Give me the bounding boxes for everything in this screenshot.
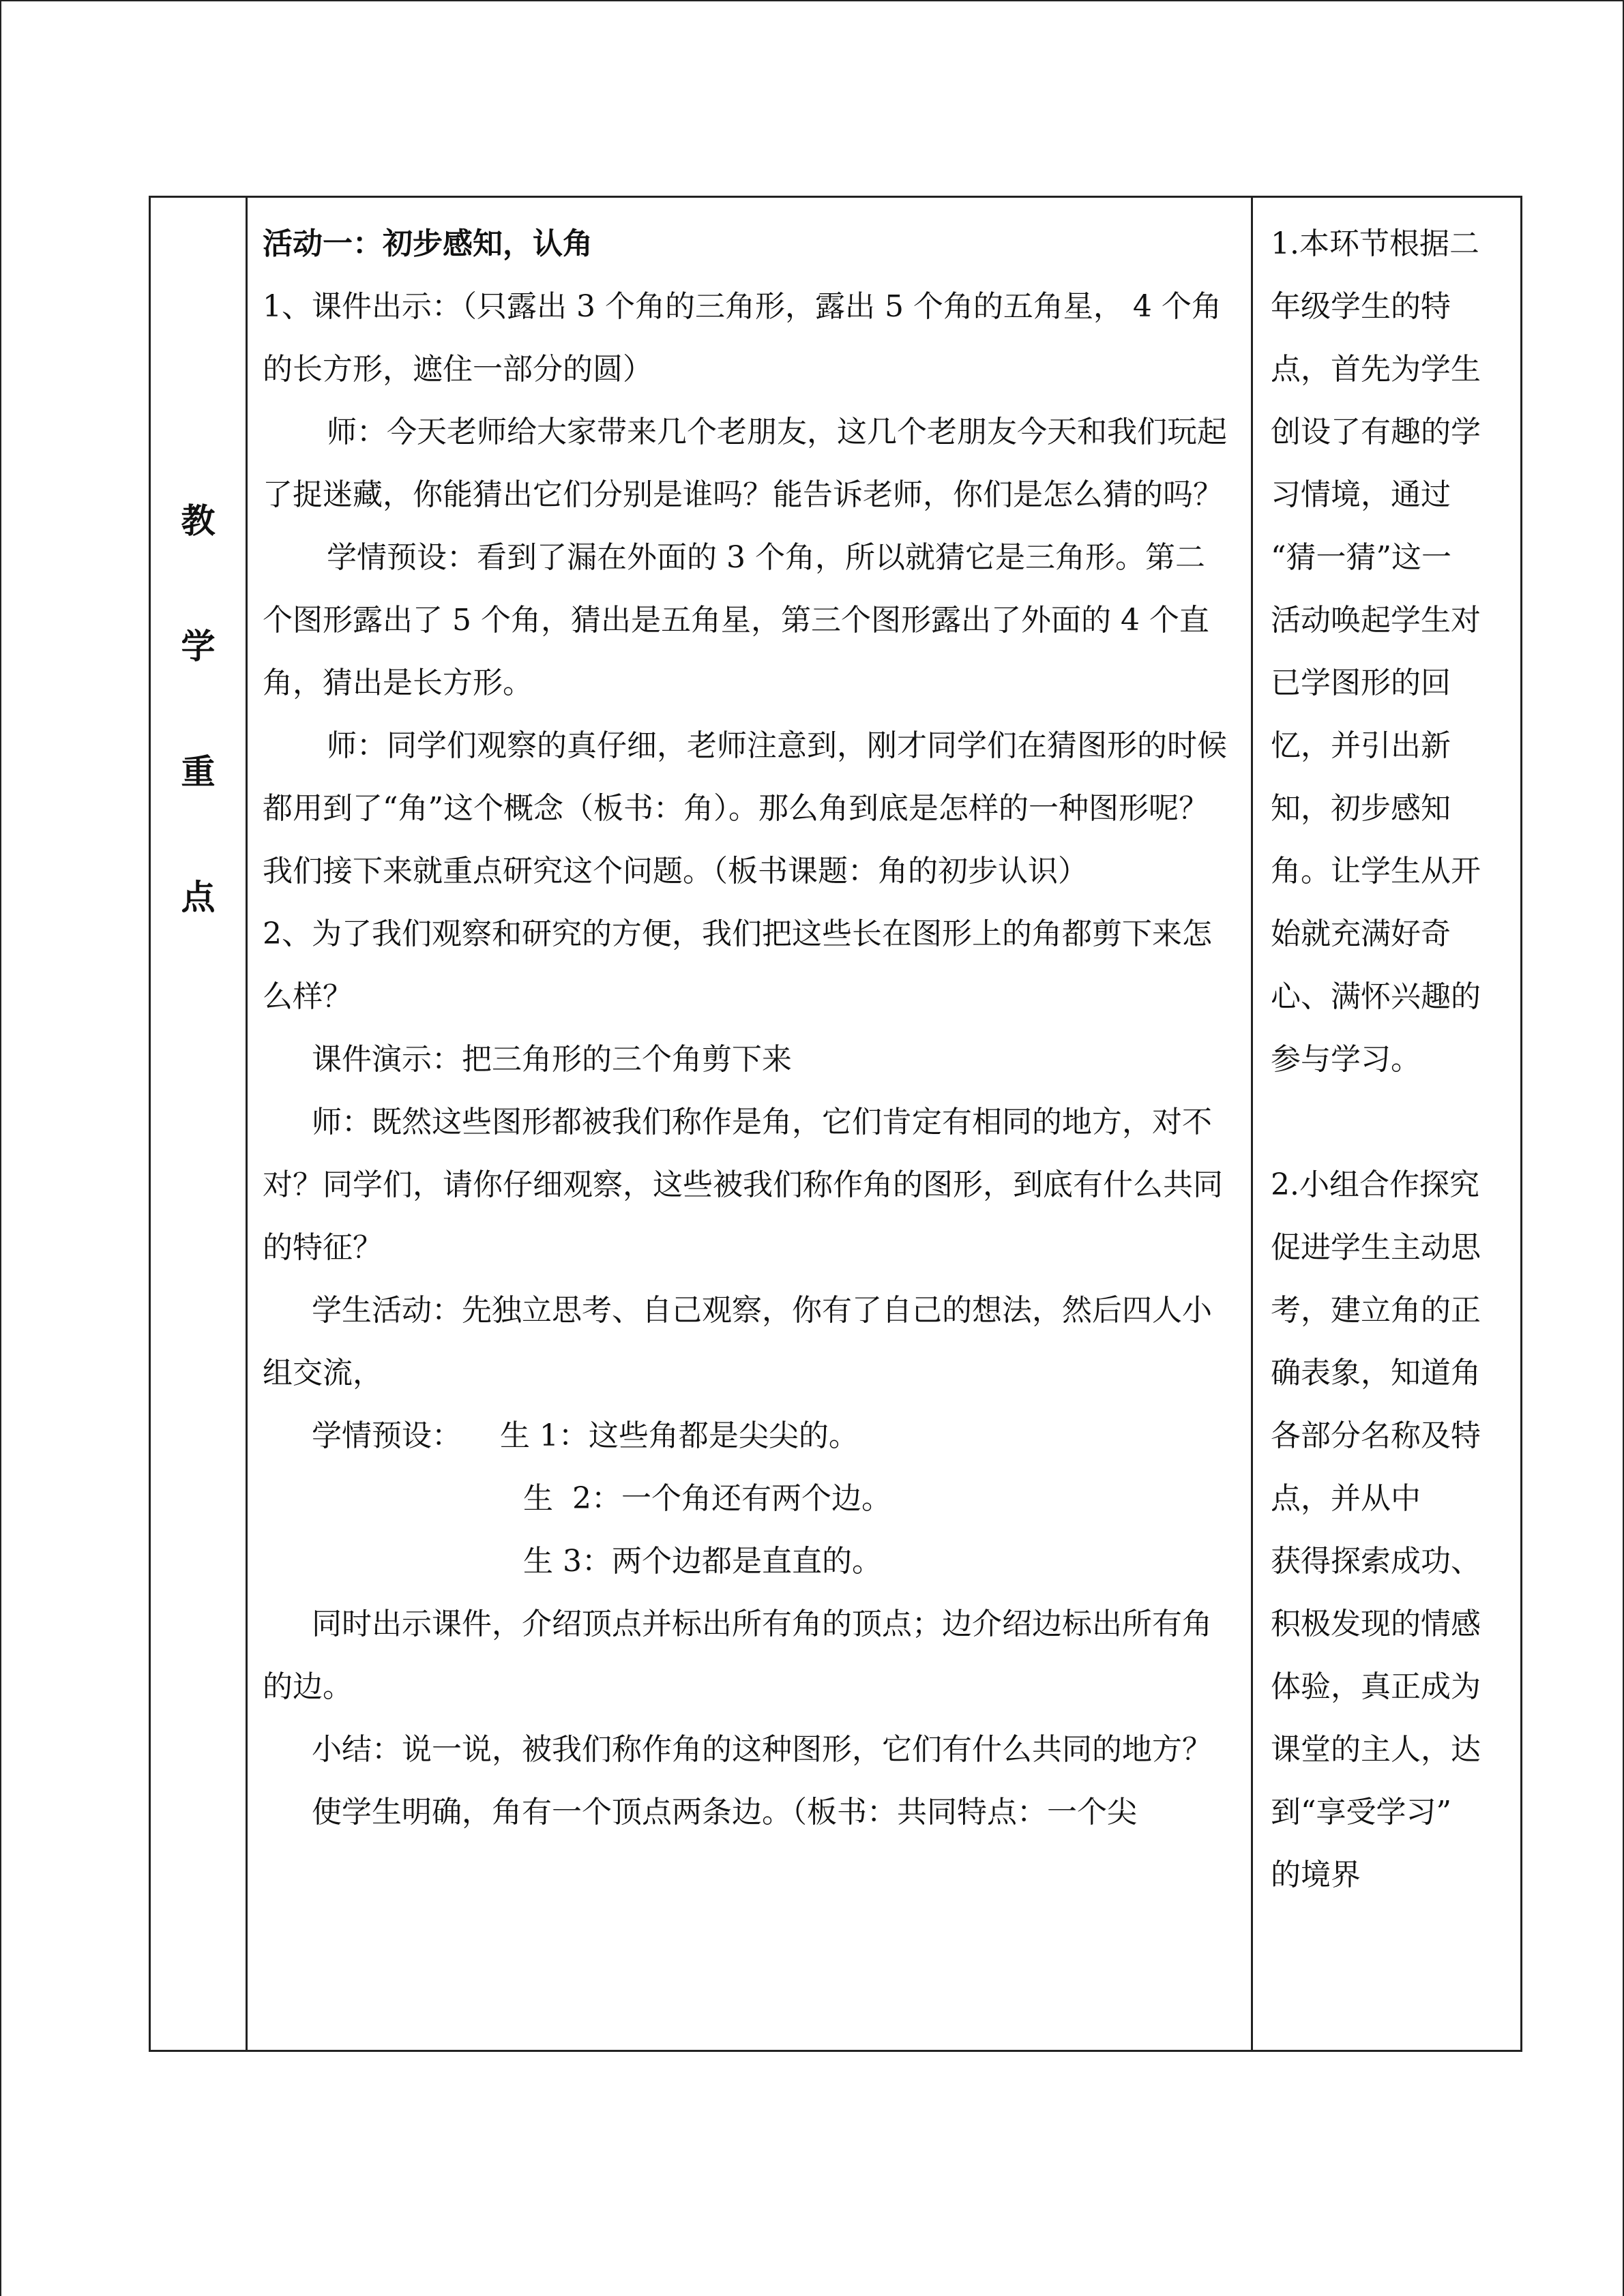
content-paragraph: 生 3：两个边都是直直的。 (523, 1544, 882, 1579)
note-line: 体验，真正成为 (1271, 1669, 1481, 1704)
section-label-char: 学 (181, 627, 216, 666)
content-paragraph: 生 2：一个角还有两个边。 (523, 1481, 891, 1516)
content-paragraph: 1、课件出示：（只露出 3 个角的三角形，露出 5 个角的五角星， 4 个角的长方形，遮住一部分的圆） (263, 289, 1222, 387)
content-paragraph: 2、为了我们观察和研究的方便，我们把这些长在图形上的角都剪下来怎么样？ (263, 916, 1212, 1014)
content-paragraph: 学情预设： 生 1：这些角都是尖尖的。 (312, 1418, 859, 1453)
note-line: 积极发现的情感 (1271, 1607, 1481, 1641)
note-line: 确表象，知道角 (1271, 1356, 1481, 1390)
teaching-content-cell (248, 198, 1253, 2050)
note-line: 知，初步感知 (1271, 791, 1451, 826)
note-line: 1.本环节根据二 (1271, 226, 1479, 261)
note-line: 各部分名称及特 (1271, 1418, 1481, 1453)
content-paragraph: 师：同学们观察的真仔细，老师注意到，刚才同学们在猜图形的时候都用到了“角”这个概念（板书：角）。那么角到底是怎样的一种图形呢？我们接下来就重点研究这个问题。（板书课题：角的初步认识） (263, 728, 1227, 889)
content-paragraph: 师：既然这些图形都被我们称作是角，它们肯定有相同的地方，对不对？同学们，请你仔细观察，这些被我们称作角的图形，到底有什么共同的特征？ (263, 1105, 1223, 1265)
note-line: 年级学生的特 (1271, 289, 1451, 324)
note-line: 的境界 (1271, 1858, 1361, 1892)
design-notes-cell (1253, 198, 1523, 2050)
note-line: 习情境，通过 (1271, 477, 1451, 512)
content-paragraph: 师：今天老师给大家带来几个老朋友，这几个老朋友今天和我们玩起了捉迷藏，你能猜出它们分别是谁吗？能告诉老师，你们是怎么猜的吗？ (263, 415, 1227, 512)
note-line: 活动唤起学生对 (1271, 603, 1481, 638)
section-label-char: 教 (181, 501, 216, 541)
note-line: 创设了有趣的学 (1271, 415, 1481, 449)
activity-title: 活动一：初步感知，认角 (263, 226, 593, 261)
note-line: 角。让学生从开 (1271, 854, 1481, 889)
section-label-char: 点 (181, 878, 216, 917)
content-paragraph: 使学生明确，角有一个顶点两条边。（板书：共同特点：一个尖 (312, 1795, 1137, 1830)
content-paragraph: 学生活动：先独立思考、自己观察，你有了自己的想法，然后四人小组交流， (263, 1293, 1212, 1390)
note-line: 2.小组合作探究 (1271, 1167, 1479, 1202)
note-line: 课堂的主人，达 (1271, 1732, 1481, 1767)
note-line: 参与学习。 (1271, 1042, 1421, 1077)
section-label-char: 重 (181, 752, 216, 792)
content-paragraph: 学情预设：看到了漏在外面的 3 个角，所以就猜它是三角形。第二个图形露出了 5 个角，猜出是五角星，第三个图形露出了外面的 4 个直角，猜出是长方形。 (263, 540, 1209, 700)
note-spacer (1271, 1091, 1515, 1154)
note-line: 点，并从中 (1271, 1481, 1421, 1516)
content-paragraph: 小结：说一说，被我们称作角的这种图形，它们有什么共同的地方？ (312, 1732, 1212, 1767)
note-line: 点，首先为学生 (1271, 352, 1481, 387)
note-line: 考，建立角的正 (1271, 1293, 1481, 1328)
note-line: 获得探索成功、 (1271, 1544, 1481, 1579)
note-line: 心、满怀兴趣的 (1271, 979, 1481, 1014)
lesson-plan-table (149, 196, 1522, 2052)
note-line: 忆，并引出新 (1271, 728, 1451, 763)
content-paragraph: 同时出示课件，介绍顶点并标出所有角的顶点；边介绍边标出所有角的边。 (263, 1607, 1212, 1704)
section-label-cell (151, 198, 248, 2050)
note-line: 促进学生主动思 (1271, 1230, 1481, 1265)
note-line: “猜一猜”这一 (1271, 540, 1451, 575)
note-line: 到“享受学习” (1271, 1795, 1451, 1830)
content-paragraph: 课件演示：把三角形的三个角剪下来 (312, 1042, 792, 1077)
note-line: 已学图形的回 (1271, 666, 1451, 700)
note-line: 始就充满好奇 (1271, 916, 1451, 951)
